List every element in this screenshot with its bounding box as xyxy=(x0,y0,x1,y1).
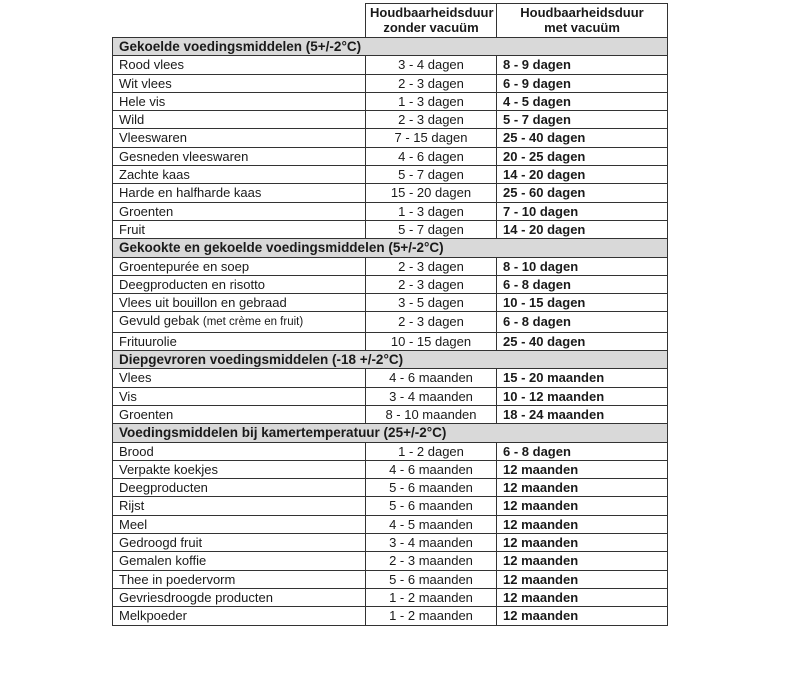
shelf-life-without-vacuum: 10 - 15 dagen xyxy=(366,332,497,350)
table-row xyxy=(113,74,668,92)
shelf-life-without-vacuum: 5 - 6 maanden xyxy=(366,497,497,515)
shelf-life-with-vacuum: 15 - 20 maanden xyxy=(497,369,668,387)
shelf-life-without-vacuum: 5 - 6 maanden xyxy=(366,479,497,497)
food-item-name: Groenten xyxy=(119,406,174,422)
food-item-cell xyxy=(113,111,366,129)
food-item-cell xyxy=(113,442,366,460)
shelf-life-without-vacuum: 2 - 3 dagen xyxy=(366,74,497,92)
food-item-name: Hele vis xyxy=(119,93,166,109)
header-without-vacuum xyxy=(366,4,497,38)
food-item-name: Fruit xyxy=(119,221,145,237)
shelf-life-with-vacuum: 12 maanden xyxy=(497,515,668,533)
food-item-cell xyxy=(113,312,366,332)
shelf-life-with-vacuum: 12 maanden xyxy=(497,534,668,552)
shelf-life-with-vacuum: 8 - 10 dagen xyxy=(497,257,668,275)
shelf-life-without-vacuum: 5 - 6 maanden xyxy=(366,570,497,588)
shelf-life-without-vacuum: 3 - 4 maanden xyxy=(366,387,497,405)
food-item-cell xyxy=(113,332,366,350)
food-item-name: Gedroogd fruit xyxy=(119,535,203,551)
food-item-cell xyxy=(113,166,366,184)
shelf-life-without-vacuum: 15 - 20 dagen xyxy=(366,184,497,202)
header-with-line1: Houdbaarheidsduur xyxy=(520,5,644,20)
shelf-life-without-vacuum: 2 - 3 dagen xyxy=(366,275,497,293)
section-title: Gekookte en gekoelde voedingsmiddelen (5+/-2°C) xyxy=(113,239,668,257)
table-row xyxy=(113,294,668,312)
food-item-name: Rood vlees xyxy=(119,57,185,73)
header-without-line2: zonder vacuüm xyxy=(383,19,479,35)
shelf-life-without-vacuum: 2 - 3 dagen xyxy=(366,111,497,129)
section-title: Gekoelde voedingsmiddelen (5+/-2°C) xyxy=(113,38,668,56)
table-row xyxy=(113,220,668,238)
shelf-life-without-vacuum: 1 - 2 maanden xyxy=(366,607,497,625)
shelf-life-without-vacuum: 1 - 3 dagen xyxy=(366,92,497,110)
food-item-cell xyxy=(113,294,366,312)
food-item-name: Zachte kaas xyxy=(119,167,190,183)
food-item-cell xyxy=(113,220,366,238)
shelf-life-with-vacuum: 10 - 12 maanden xyxy=(497,387,668,405)
food-item-name: Brood xyxy=(119,443,154,459)
table-row xyxy=(113,607,668,625)
food-item-cell xyxy=(113,387,366,405)
food-item-cell xyxy=(113,405,366,423)
shelf-life-with-vacuum: 6 - 8 dagen xyxy=(497,442,668,460)
header-with-line2: met vacuüm xyxy=(544,19,620,35)
shelf-life-without-vacuum: 4 - 6 maanden xyxy=(366,460,497,478)
shelf-life-with-vacuum: 12 maanden xyxy=(497,460,668,478)
shelf-life-with-vacuum: 25 - 40 dagen xyxy=(497,332,668,350)
shelf-life-without-vacuum: 4 - 6 maanden xyxy=(366,369,497,387)
table-row xyxy=(113,570,668,588)
food-item-name: Frituurolie xyxy=(119,333,177,349)
food-item-name: Deegproducten xyxy=(119,480,208,496)
shelf-life-with-vacuum: 12 maanden xyxy=(497,570,668,588)
table-row xyxy=(113,534,668,552)
food-item-note: (met crème en fruit) xyxy=(202,316,304,329)
shelf-life-without-vacuum: 3 - 4 maanden xyxy=(366,534,497,552)
table-row xyxy=(113,552,668,570)
shelf-life-without-vacuum: 1 - 3 dagen xyxy=(366,202,497,220)
food-item-name: Gemalen koffie xyxy=(119,553,207,569)
shelf-life-with-vacuum: 6 - 9 dagen xyxy=(497,74,668,92)
food-item-name: Melkpoeder xyxy=(119,608,187,624)
food-item-cell xyxy=(113,184,366,202)
shelf-life-without-vacuum: 4 - 6 dagen xyxy=(366,147,497,165)
shelf-life-with-vacuum: 25 - 40 dagen xyxy=(497,129,668,147)
table-body xyxy=(113,38,668,626)
food-item-name: Wild xyxy=(119,112,145,128)
food-item-cell xyxy=(113,129,366,147)
shelf-life-with-vacuum: 6 - 8 dagen xyxy=(497,312,668,332)
table-row xyxy=(113,588,668,606)
shelf-life-with-vacuum: 20 - 25 dagen xyxy=(497,147,668,165)
shelf-life-without-vacuum: 2 - 3 maanden xyxy=(366,552,497,570)
food-item-name: Gevuld gebak xyxy=(119,313,200,329)
food-item-name: Vis xyxy=(119,388,137,404)
shelf-life-with-vacuum: 25 - 60 dagen xyxy=(497,184,668,202)
food-item-cell xyxy=(113,552,366,570)
food-item-cell xyxy=(113,369,366,387)
table-row xyxy=(113,111,668,129)
shelf-life-without-vacuum: 8 - 10 maanden xyxy=(366,405,497,423)
food-item-name: Thee in poedervorm xyxy=(119,571,236,587)
food-item-cell xyxy=(113,92,366,110)
food-item-cell xyxy=(113,588,366,606)
food-item-cell xyxy=(113,515,366,533)
table-row xyxy=(113,515,668,533)
shelf-life-without-vacuum: 5 - 7 dagen xyxy=(366,166,497,184)
section-header-row xyxy=(113,38,668,56)
table-row xyxy=(113,442,668,460)
table-row xyxy=(113,202,668,220)
shelf-life-with-vacuum: 14 - 20 dagen xyxy=(497,220,668,238)
food-item-name: Gesneden vleeswaren xyxy=(119,148,249,164)
shelf-life-without-vacuum: 2 - 3 dagen xyxy=(366,312,497,332)
section-header-row xyxy=(113,239,668,257)
food-item-cell xyxy=(113,147,366,165)
shelf-life-with-vacuum: 6 - 8 dagen xyxy=(497,275,668,293)
food-item-name: Groentepurée en soep xyxy=(119,258,250,274)
table-row xyxy=(113,92,668,110)
shelf-life-with-vacuum: 12 maanden xyxy=(497,479,668,497)
table-row xyxy=(113,275,668,293)
food-item-cell xyxy=(113,275,366,293)
food-item-name: Verpakte koekjes xyxy=(119,461,219,477)
food-item-name: Deegproducten en risotto xyxy=(119,276,265,292)
section-header-row xyxy=(113,424,668,442)
table-row xyxy=(113,405,668,423)
table-row xyxy=(113,184,668,202)
table-row xyxy=(113,369,668,387)
food-item-name: Meel xyxy=(119,516,148,532)
shelf-life-with-vacuum: 12 maanden xyxy=(497,497,668,515)
section-title: Voedingsmiddelen bij kamertemperatuur (25+/-2°C) xyxy=(113,424,668,442)
shelf-life-with-vacuum: 12 maanden xyxy=(497,607,668,625)
table-row xyxy=(113,387,668,405)
table-row xyxy=(113,147,668,165)
food-item-name: Vlees uit bouillon en gebraad xyxy=(119,295,287,311)
header-without-line1: Houdbaarheidsduur xyxy=(370,5,494,20)
shelf-life-with-vacuum: 8 - 9 dagen xyxy=(497,56,668,74)
shelf-life-without-vacuum: 3 - 4 dagen xyxy=(366,56,497,74)
shelf-life-with-vacuum: 7 - 10 dagen xyxy=(497,202,668,220)
table-row xyxy=(113,312,668,332)
shelf-life-with-vacuum: 12 maanden xyxy=(497,552,668,570)
header-item-column xyxy=(113,4,366,38)
food-item-cell xyxy=(113,534,366,552)
table-row xyxy=(113,166,668,184)
shelf-life-without-vacuum: 3 - 5 dagen xyxy=(366,294,497,312)
table-row xyxy=(113,56,668,74)
food-item-cell xyxy=(113,570,366,588)
food-item-cell xyxy=(113,479,366,497)
food-item-cell xyxy=(113,74,366,92)
food-item-cell xyxy=(113,497,366,515)
shelf-life-without-vacuum: 1 - 2 maanden xyxy=(366,588,497,606)
shelf-life-without-vacuum: 5 - 7 dagen xyxy=(366,220,497,238)
table-row xyxy=(113,497,668,515)
food-item-cell xyxy=(113,460,366,478)
table-row xyxy=(113,332,668,350)
section-header-row xyxy=(113,351,668,369)
shelf-life-with-vacuum: 4 - 5 dagen xyxy=(497,92,668,110)
food-item-name: Vleeswaren xyxy=(119,130,187,146)
food-item-cell xyxy=(113,607,366,625)
food-item-name: Wit vlees xyxy=(119,75,172,91)
shelf-life-without-vacuum: 2 - 3 dagen xyxy=(366,257,497,275)
header-with-vacuum xyxy=(497,4,668,38)
section-title: Diepgevroren voedingsmiddelen (-18 +/-2°C) xyxy=(113,351,668,369)
table-row xyxy=(113,257,668,275)
shelf-life-without-vacuum: 7 - 15 dagen xyxy=(366,129,497,147)
food-item-cell xyxy=(113,257,366,275)
shelf-life-with-vacuum: 12 maanden xyxy=(497,588,668,606)
shelf-life-with-vacuum: 18 - 24 maanden xyxy=(497,405,668,423)
table-row xyxy=(113,479,668,497)
table-header xyxy=(113,4,668,38)
table-row xyxy=(113,129,668,147)
shelf-life-with-vacuum: 14 - 20 dagen xyxy=(497,166,668,184)
food-item-name: Harde en halfharde kaas xyxy=(119,185,262,201)
table-row xyxy=(113,460,668,478)
shelf-life-table xyxy=(112,3,668,626)
shelf-life-with-vacuum: 10 - 15 dagen xyxy=(497,294,668,312)
food-item-name: Gevriesdroogde producten xyxy=(119,589,273,605)
food-item-name: Rijst xyxy=(119,498,145,514)
shelf-life-with-vacuum: 5 - 7 dagen xyxy=(497,111,668,129)
food-item-name: Vlees xyxy=(119,370,152,386)
food-item-cell xyxy=(113,56,366,74)
food-item-name: Groenten xyxy=(119,203,174,219)
shelf-life-without-vacuum: 4 - 5 maanden xyxy=(366,515,497,533)
food-item-cell xyxy=(113,202,366,220)
shelf-life-without-vacuum: 1 - 2 dagen xyxy=(366,442,497,460)
